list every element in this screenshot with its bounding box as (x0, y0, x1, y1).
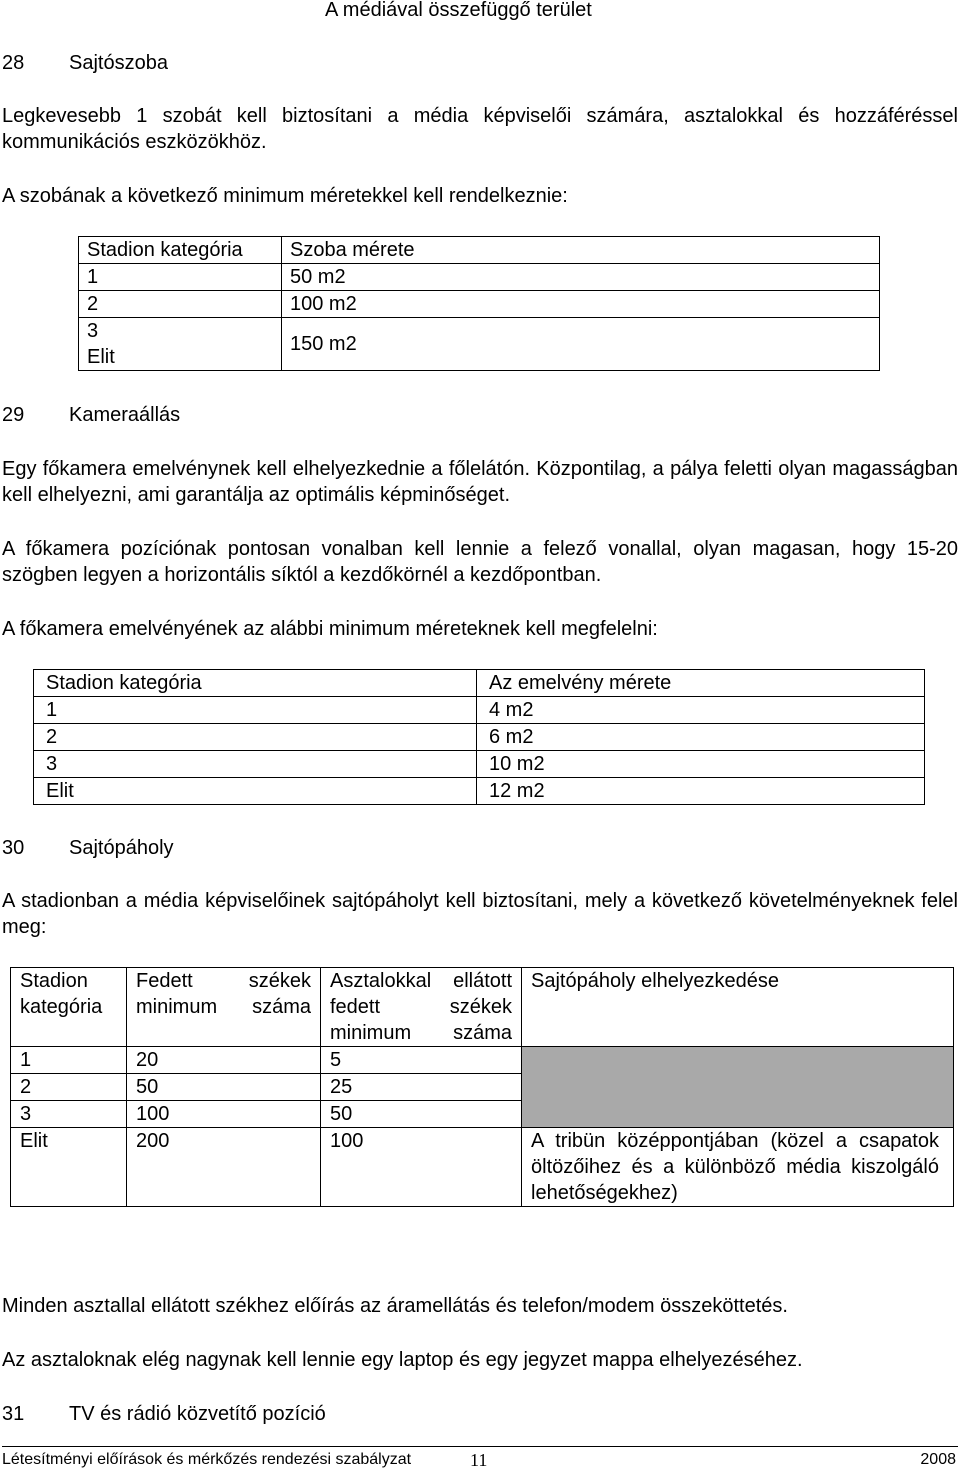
table-row (79, 318, 880, 345)
section-29-paragraph-1: Egy főkamera emelvénynek kell elhelyezkednie a főlelátón. Központilag, a pálya feletti olyan magasságban kell elhelyezni, ami garantálja az optimális képminőséget. (2, 458, 958, 506)
table-cell: 25 (321, 1074, 522, 1101)
table-cell: 3 (79, 318, 282, 345)
table-cell: 100 m2 (282, 291, 880, 318)
table-cell: 12 m2 (477, 778, 925, 805)
table-cell: 2 (79, 291, 282, 318)
table-header-cell: Stadion kategória (79, 237, 282, 264)
table-cell: 50 (127, 1074, 321, 1101)
section-30-number: 30 (2, 837, 25, 859)
section-29-title: Kameraállás (69, 404, 181, 426)
table-header-cell: Sajtópáholy elhelyezkedése (522, 968, 954, 1047)
table-cell: 4 m2 (477, 697, 925, 724)
table-header-row (79, 237, 880, 264)
footer-year: 2008 (920, 1451, 956, 1468)
table-cell: 100 (127, 1101, 321, 1128)
table-cell-location: A tribün középpontjában (közel a csapatok öltözőihez és a különböző média kiszolgáló lehetőségekhez) (522, 1128, 954, 1207)
table-cell: Elit (34, 778, 477, 805)
table-cell: Elit (79, 344, 282, 371)
section-28-number: 28 (2, 52, 25, 74)
section-31-title: TV és rádió közvetítő pozíció (69, 1403, 326, 1425)
table-row (34, 778, 925, 805)
table-cell-merged: 150 m2 (282, 318, 880, 371)
camera-platform-size-table (33, 669, 925, 805)
page-header-title: A médiával összefüggő terület (325, 0, 592, 21)
table-cell: 1 (11, 1047, 127, 1074)
section-28-title: Sajtószoba (69, 52, 168, 74)
table-row (79, 264, 880, 291)
table-cell: 3 (34, 751, 477, 778)
table-cell: 200 (127, 1128, 321, 1207)
table-cell: 50 (321, 1101, 522, 1128)
table-cell: 100 (321, 1128, 522, 1207)
section-28-paragraph-1: Legkevesebb 1 szobát kell biztosítani a média képviselői számára, asztalokkal és hozzáféréssel kommunikációs eszközökhöz. (2, 105, 958, 153)
table-row (34, 697, 925, 724)
table-header-cell: Fedett székek minimum száma (127, 968, 321, 1047)
table-cell: 10 m2 (477, 751, 925, 778)
table-row (11, 1047, 954, 1074)
table-header-cell: Stadion kategória (34, 670, 477, 697)
section-29-number: 29 (2, 404, 25, 426)
table-row (11, 1128, 954, 1207)
table-row (34, 724, 925, 751)
section-28-paragraph-2: A szobának a következő minimum méretekkel kell rendelkeznie: (2, 185, 568, 207)
table-cell: 1 (34, 697, 477, 724)
table-cell: 5 (321, 1047, 522, 1074)
table-header-cell: Az emelvény mérete (477, 670, 925, 697)
table-cell: 2 (34, 724, 477, 751)
table-cell: 50 m2 (282, 264, 880, 291)
table-cell: Elit (11, 1128, 127, 1207)
section-31-number: 31 (2, 1403, 25, 1425)
section-30-note-1: Minden asztallal ellátott székhez előírás az áramellátás és telefon/modem összeköttetés. (2, 1295, 788, 1317)
table-header-cell: Stadion kategória (11, 968, 127, 1047)
section-29-paragraph-2: A főkamera pozíciónak pontosan vonalban kell lennie a felező vonallal, olyan magasan, hogy 15-20 szögben legyen a horizontális síktól a kezdőkörnél a kezdőpontban. (2, 538, 958, 586)
footer-page-number: 11 (470, 1450, 488, 1470)
table-header-row (34, 670, 925, 697)
section-30-title: Sajtópáholy (69, 837, 174, 859)
press-room-size-table (78, 236, 880, 371)
table-row (79, 291, 880, 318)
table-cell: 20 (127, 1047, 321, 1074)
table-cell: 2 (11, 1074, 127, 1101)
table-header-row (11, 968, 954, 1047)
footer-divider (2, 1446, 958, 1447)
press-box-table (10, 967, 954, 1207)
section-30-note-2: Az asztaloknak elég nagynak kell lennie egy laptop és egy jegyzet mappa elhelyezéséhez. (2, 1349, 803, 1371)
table-cell: 1 (79, 264, 282, 291)
table-cell: 3 (11, 1101, 127, 1128)
table-cell: 6 m2 (477, 724, 925, 751)
section-29-paragraph-3: A főkamera emelvényének az alábbi minimum méreteknek kell megfelelni: (2, 618, 658, 640)
table-header-cell: Szoba mérete (282, 237, 880, 264)
footer-document-title: Létesítményi előírások és mérkőzés rendezési szabályzat (2, 1451, 412, 1468)
table-header-cell: Asztalokkal ellátott fedett székek minimum száma (321, 968, 522, 1047)
table-cell-shaded (522, 1047, 954, 1128)
table-row (34, 751, 925, 778)
section-30-paragraph-1: A stadionban a média képviselőinek sajtópáholyt kell biztosítani, mely a következő követelményeknek felel meg: (2, 890, 958, 938)
